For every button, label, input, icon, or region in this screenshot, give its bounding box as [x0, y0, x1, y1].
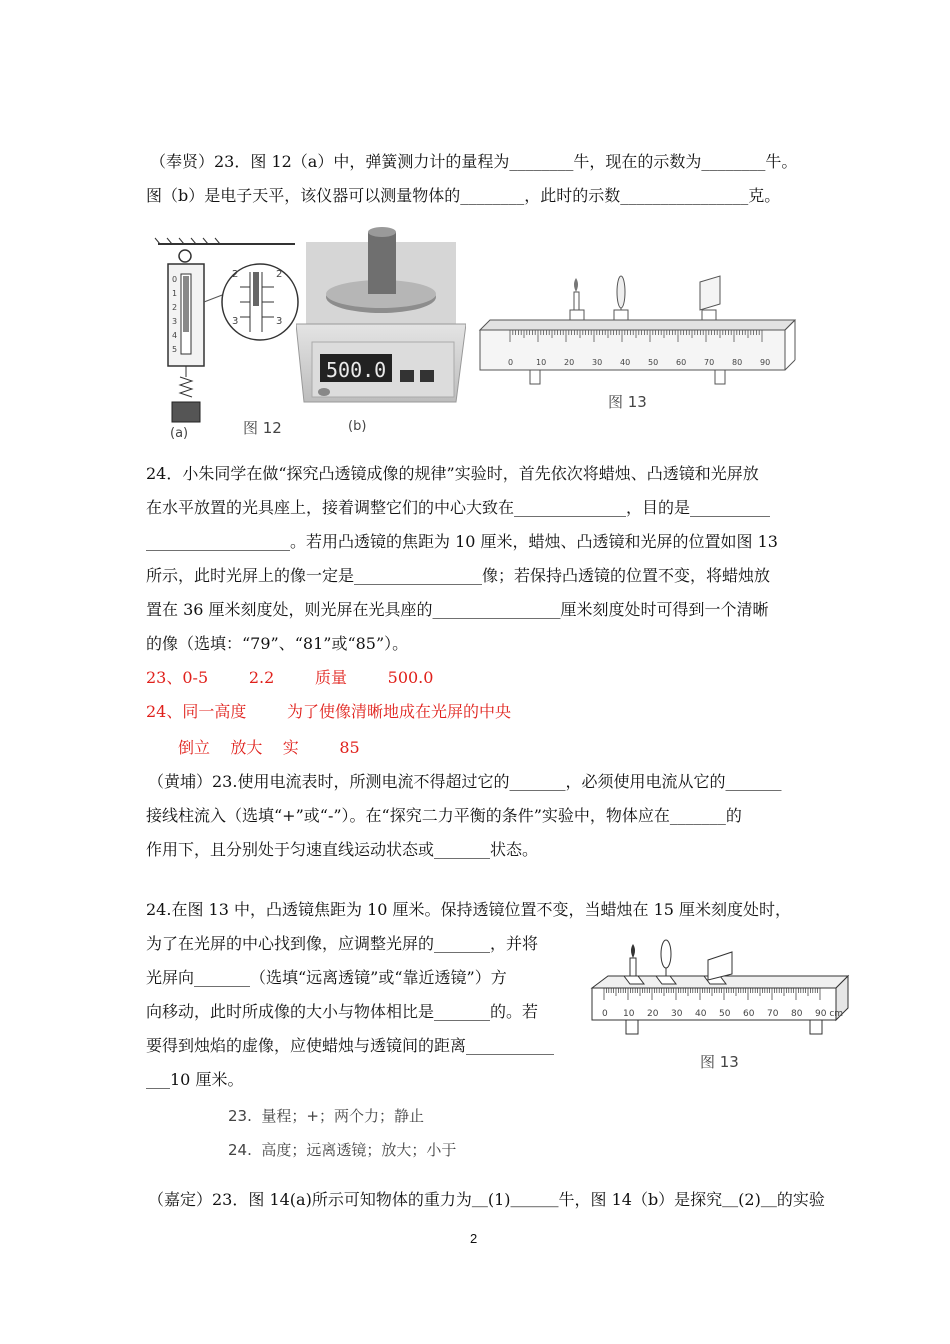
fengxian-answer-24b: 倒立 放大 实 85: [178, 738, 360, 757]
fengxian-q24-line5: 置在 36 厘米刻度处，则光屏在光具座的________________厘米刻度处时可得到一个清晰: [146, 600, 769, 619]
svg-text:80: 80: [791, 1009, 803, 1019]
svg-text:30: 30: [671, 1009, 683, 1019]
svg-text:10: 10: [623, 1009, 635, 1019]
spring-scale-figure: [150, 232, 300, 442]
huangpu-q23-line3: 作用下，且分别处于匀速直线运动状态或_______状态。: [146, 840, 539, 859]
fengxian-q24-line1: 24．小朱同学在做“探究凸透镜成像的规律”实验时，首先依次将蜡烛、凸透镜和光屏放: [146, 464, 759, 483]
svg-text:50: 50: [719, 1009, 731, 1019]
optical-bench-figure-2: [586, 938, 850, 1042]
fig13-caption-2: 图 13: [700, 1053, 739, 1071]
zoom-tick-left-top: 2: [232, 269, 239, 280]
fengxian-answer-23: 23、0-5 2.2 质量 500.0: [146, 668, 434, 687]
fengxian-q23-line1: （奉贤）23．图 12（a）中，弹簧测力计的量程为________牛，现在的示数为________牛。: [150, 152, 798, 171]
huangpu-q24-line1: 24.在图 13 中，凸透镜焦距为 10 厘米。保持透镜位置不变，当蜡烛在 15 厘米刻度处时，: [146, 900, 792, 919]
svg-text:70: 70: [704, 358, 715, 367]
fengxian-q23-line2: 图（b）是电子天平，该仪器可以测量物体的________，此时的示数________________克。: [146, 186, 781, 205]
huangpu-q24-line2: 为了在光屏的中心找到像，应调整光屏的_______，并将: [146, 934, 539, 953]
svg-text:30: 30: [592, 358, 603, 367]
scale-display: 500.0: [326, 358, 387, 382]
svg-text:3: 3: [172, 317, 178, 326]
page-number: 2: [470, 1231, 478, 1246]
svg-text:90: 90: [760, 358, 771, 367]
svg-text:20: 20: [647, 1009, 659, 1019]
fig13-caption-1: 图 13: [608, 393, 647, 411]
svg-text:0: 0: [508, 358, 514, 367]
svg-text:0: 0: [602, 1009, 608, 1019]
huangpu-q23-line1: （黄埔）23.使用电流表时，所测电流不得超过它的_______，必须使用电流从它的_______: [148, 772, 782, 791]
svg-text:4: 4: [172, 331, 178, 340]
huangpu-q24-line4: 向移动，此时所成像的大小与物体相比是_______的。若: [146, 1002, 539, 1021]
svg-text:60: 60: [676, 358, 687, 367]
zoom-tick-right-top: 2: [276, 269, 283, 280]
jiading-q23-line1: （嘉定）23．图 14(a)所示可知物体的重力为＿(1)＿＿＿牛，图 14（b）是探究＿(2)＿的实验: [148, 1190, 825, 1209]
svg-text:60: 60: [743, 1009, 755, 1019]
huangpu-answer-24: 24. 高度；远离透镜；放大；小于: [228, 1141, 457, 1159]
fig-a-label: (a): [170, 426, 189, 441]
zoom-tick-left-bottom: 3: [232, 316, 239, 327]
svg-text:40: 40: [695, 1009, 707, 1019]
svg-text:5: 5: [172, 345, 178, 354]
electronic-scale-figure: [296, 222, 466, 437]
svg-text:20: 20: [564, 358, 575, 367]
optical-bench-figure-1: [470, 270, 800, 400]
svg-text:80: 80: [732, 358, 743, 367]
fig-b-label: (b): [348, 419, 367, 434]
svg-text:40: 40: [620, 358, 631, 367]
huangpu-q23-line2: 接线柱流入（选填“+”或“-”）。在“探究二力平衡的条件”实验中，物体应在_______的: [146, 806, 742, 825]
fengxian-q24-line3: __________________。若用凸透镜的焦距为 10 厘米，蜡烛、凸透镜和光屏的位置如图 13: [146, 532, 778, 551]
zoom-tick-right-bottom: 3: [276, 316, 283, 327]
svg-text:50: 50: [648, 358, 659, 367]
fengxian-q24-line2: 在水平放置的光具座上，接着调整它们的中心大致在______________，目的是__________: [146, 498, 771, 517]
svg-text:10: 10: [536, 358, 547, 367]
svg-text:90 cm: 90 cm: [815, 1009, 844, 1019]
fengxian-answer-24a: 24、同一高度 为了使像清晰地成在光屏的中央: [146, 702, 512, 721]
huangpu-q24-line3: 光屏向_______（选填“远离透镜”或“靠近透镜”）方: [146, 968, 507, 987]
huangpu-q24-line6: ___10 厘米。: [146, 1070, 244, 1089]
fengxian-q24-line4: 所示，此时光屏上的像一定是________________像；若保持凸透镜的位置不变，将蜡烛放: [146, 566, 771, 585]
svg-text:0: 0: [172, 275, 178, 284]
svg-text:2: 2: [172, 303, 178, 312]
huangpu-q24-line5: 要得到烛焰的虚像，应使蜡烛与透镜间的距离___________: [146, 1036, 555, 1055]
svg-text:70: 70: [767, 1009, 779, 1019]
fengxian-q24-line6: 的像（选填：“79”、“81”或“85”）。: [146, 634, 409, 653]
svg-text:1: 1: [172, 289, 178, 298]
huangpu-answer-23: 23. 量程；+；两个力；静止: [228, 1107, 424, 1125]
fig12-caption: 图 12: [243, 419, 282, 437]
